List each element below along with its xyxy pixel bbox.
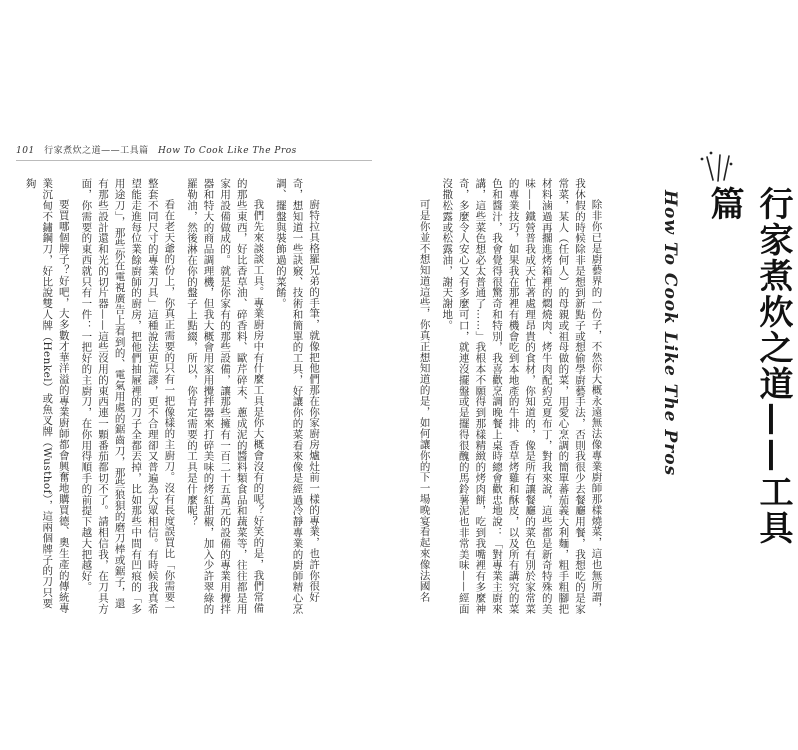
header-rule xyxy=(16,160,372,161)
chapter-title-block xyxy=(640,150,793,570)
left-text-column xyxy=(16,178,372,618)
paragraph: 除非你已是廚藝界的一份子，不然你大概永遠無法像專業廚師那樣燒菜，這也無所謂，我休假的時候除非是想到新點子或想偷學廚藝手法，否則我很少去餐廳用餐，我想吃的是家常菜，某人（任何人）的母親或祖母做的菜，用愛心烹調的簡單蕃茄義大利麵，粗手粗腳把材料滷過再擱進烤箱裡的燜燒肉、烤牛肉配約克夏布丁，對我來說，這些都是新奇特殊的美味——鐵營普我成天忙著處理昂貴的食材，你知道的，像是所有讓餐廳的菜色有別於家常菜的專業技巧，如果我在那裡有機會吃到本地產的牛排、香草烤雞和酥皮，以及所有講究的菜色和醬汁，我會覺得很驚奇和特別，我喜歡烹調晚餐上桌時總會歡忠地說：「對專業主廚來講，這些菜色想必太普通了……」我根本不願得到那樣精緻的烤肉餅，吃到我嘴裡有多麼神奇，多麼令人安心又有多麼可口，就連沒擺盤或是擺得很醜的馬鈴薯泥也非常美味——經面沒撒松露或松露油，謝天謝地。 xyxy=(441,178,603,614)
left-body-text xyxy=(16,178,322,618)
right-body-text xyxy=(410,178,605,618)
paragraph: 可是你並不想知道這些，你真正想知道的是，如何讓你的下一場晚宴看起來像法國名 xyxy=(418,199,431,603)
chapter-title-en: How To Cook Like The Pros xyxy=(660,190,680,477)
running-header-chapter-cn: 行家煮炊之道——工具篇 xyxy=(44,146,149,156)
running-header xyxy=(16,143,297,156)
paragraph: 要買哪個牌子？好吧，大多數才華洋溢的專業廚師都會興奮地購買德、奧生產的傳統專業沉甸不鏽鋼刀，好比說雙人牌（Henkel）或魚叉牌（Wusthof），這兩個牌子的刀只要夠 xyxy=(24,178,70,614)
right-text-column xyxy=(410,178,632,618)
paragraph: 看在老天爺的份上，你真正需要的只有一把像樣的主廚刀。沒有長度誤買比「你需要一整套不同尺寸的專業刀具」這種說法更荒謬，更不合理卻又普遍為大眾相信。有時候我真希望能走進每位業餘廚師的廚房，把他們抽屜裡的刀子全都丟掉，比如那些中間有凹痕的「多用途刀」，那些你在電視廣告上看到的、電氣用處的鋸齒刀，那些狼狽的磨刀棒或鋸子，還有那些設計還和光的切片器——這些沒用的東西連一顆番茄都切不了。請相信我，在刀具方面，你需要的東西就只有一件：一把好的主廚刀，在你用得順手的前提下越大把越好。 xyxy=(80,178,176,614)
running-header-chapter-en: How To Cook Like The Pros xyxy=(157,146,297,156)
page-number: 101 xyxy=(16,146,35,156)
chapter-title-cn: 行家煮炊之道——工具篇 xyxy=(704,186,793,546)
paragraph: 廚特拉具格羅兄弟的手筆，就像把他們那在你家廚房爐灶前一樣的專業，也許你很好奇，想知道一些訣竅、技術和簡單的工具，好讓你的菜看來像是經過冷靜專業的廚師精心烹調、擺盤與裝飾過的菜餚。 xyxy=(274,178,321,614)
kitchen-tools-icon xyxy=(698,150,734,184)
paragraph: 我們先來談談工具。專業廚房中有什麼工具是你大概會沒有的呢？好笑的是，我們常備的那些東西，好比香草油、碎香料、歐芹碎末、蔥成泥的醬料類食品和蔬菜等，往往都是用家用設備做成的。就是你家有的那些設備，讓那些擁有一百二十五萬元的設備的專業用攪拌器和特大的商品調理機，但我大概會用家用攪拌器來打碎美味的烤紅甜椒，加入少許翠綠的羅勒油，然後淋在你的盤子上點綴，所以，你肯定需要的工具是什麼呢？ xyxy=(185,178,265,614)
